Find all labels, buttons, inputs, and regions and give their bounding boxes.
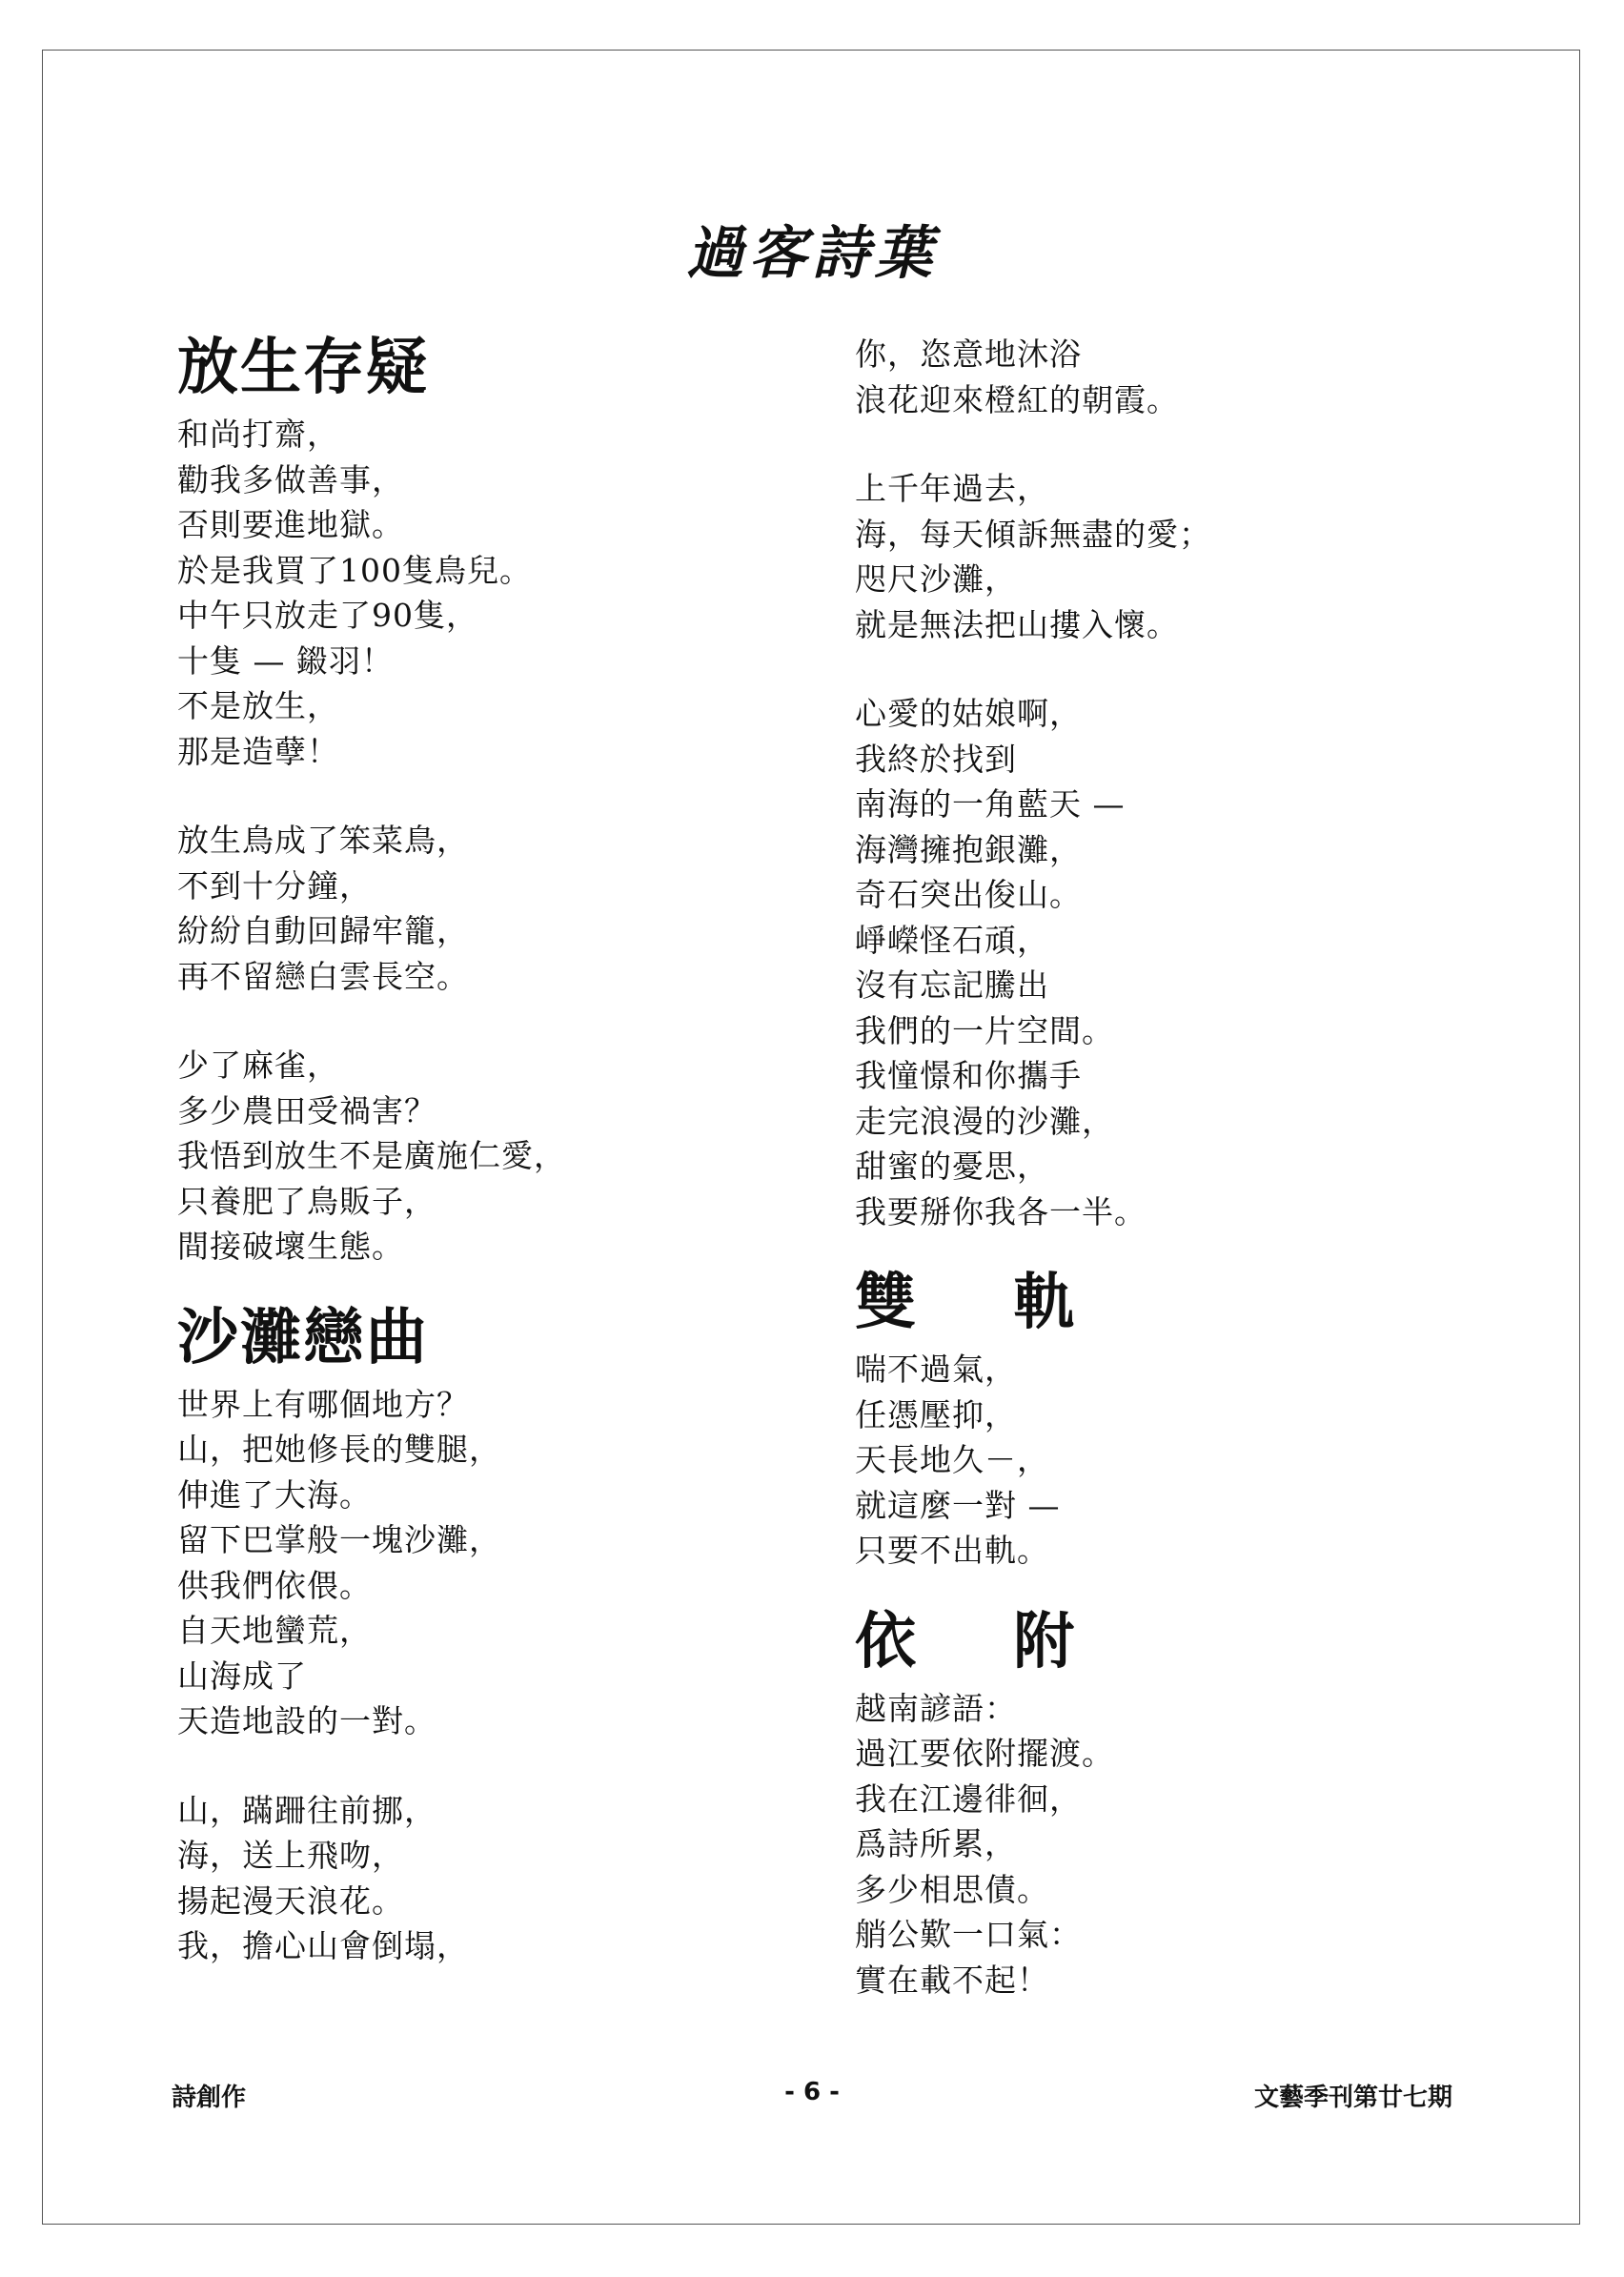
poem-fangsheng (177, 324, 787, 1270)
poem-line: 不到十分鐘， (177, 866, 372, 905)
page-number: - 6 - (784, 2078, 840, 2106)
poem-line: 上千年過去， (855, 470, 1049, 507)
poem-line: 少了麻雀， (177, 1047, 339, 1084)
poem-line: 奇石突出俊山。 (855, 876, 1082, 913)
poem-line: 走完浪漫的沙灘， (855, 1102, 1114, 1140)
poem-line: 只養肥了鳥販子， (177, 1182, 436, 1220)
stanza (177, 818, 787, 999)
poem-yifu (855, 1598, 1465, 2003)
poem-line: 你，恣意地沐浴 (855, 335, 1082, 373)
poem-line: 山，把她修長的雙腿， (177, 1431, 501, 1468)
poem-line: 沒有忘記騰出 (855, 966, 1049, 1004)
poem-title: 沙灘戀曲 (177, 1301, 429, 1373)
stanza (855, 466, 1465, 647)
poem-line: 我，擔心山會倒塌， (177, 1927, 469, 1964)
poem-line: 多少農田受禍害？ (177, 1091, 436, 1129)
poem-line: 只要不出軌。 (855, 1532, 1049, 1569)
poem-line: 留下巴掌般一塊沙灘， (177, 1521, 501, 1558)
poem-shatan-continued (855, 332, 1465, 1234)
poem-line: 間接破壞生態。 (177, 1228, 404, 1265)
poem-line: 世界上有哪個地方？ (177, 1385, 469, 1423)
stanza (855, 332, 1465, 422)
poem-line: 崢嶸怪石頑， (855, 921, 1049, 959)
poem-line: 天造地設的一對。 (177, 1702, 436, 1739)
right-column (855, 332, 1465, 2027)
poem-line: 甜蜜的憂思， (855, 1148, 1049, 1185)
poem-line: 我在江邊徘徊， (855, 1779, 1082, 1818)
poem-body (855, 1347, 1465, 1574)
poem-line: 天長地久－， (855, 1441, 1049, 1478)
stanza (855, 691, 1465, 1234)
page-title: 過客詩葉 (686, 220, 938, 287)
poem-line: 不是放生， (177, 687, 339, 724)
poem-line: 南海的一角藍天 — (855, 785, 1126, 823)
poem-line: 我終於找到 (855, 740, 1017, 778)
stanza (177, 1382, 787, 1744)
poem-line: 中午只放走了90隻， (177, 597, 478, 634)
poem-body (177, 1382, 787, 1969)
poem-line: 多少相思債。 (855, 1870, 1049, 1908)
poem-line: 伸進了大海。 (177, 1475, 372, 1514)
stanza (855, 1686, 1465, 2003)
poem-line: 於是我買了100隻鳥兒。 (177, 551, 532, 589)
footer-section-label: 詩創作 (172, 2084, 247, 2112)
poem-line: 過江要依附擺渡。 (855, 1735, 1114, 1772)
poem-line: 海，每天傾訴無盡的愛； (855, 515, 1211, 553)
poem-line: 山海成了 (177, 1657, 307, 1695)
poem-line: 海，送上飛吻， (177, 1837, 404, 1874)
poem-line: 浪花迎來橙紅的朝霞。 (855, 380, 1179, 418)
poem-line: 就這麼一對 — (855, 1486, 1061, 1524)
poem-line: 自天地蠻荒， (177, 1612, 372, 1649)
poem-line: 艄公歎一口氣： (855, 1916, 1082, 1953)
poem-line: 放生鳥成了笨菜鳥， (177, 822, 469, 859)
poem-line: 任憑壓抑， (855, 1395, 1017, 1433)
poem-line: 實在載不起！ (855, 1961, 1049, 1999)
poem-line: 我要掰你我各一半。 (855, 1192, 1147, 1230)
poem-shuanggui (855, 1259, 1465, 1574)
poem-line: 爲詩所累， (855, 1825, 1017, 1862)
stanza (177, 1788, 787, 1969)
poem-title: 雙 軌 (855, 1267, 1113, 1338)
poem-line: 就是無法把山摟入懷。 (855, 605, 1179, 643)
poem-body (177, 412, 787, 1270)
poem-line: 十隻 — 鎩羽！ (177, 641, 394, 680)
poem-line: 紛紛自動回歸牢籠， (177, 912, 469, 949)
stanza (855, 1347, 1465, 1574)
poem-line: 勸我多做善事， (177, 460, 404, 498)
poem-line: 山，蹣跚往前挪， (177, 1791, 436, 1829)
poem-shatan (177, 1294, 787, 1969)
poem-line: 心愛的姑娘啊， (855, 695, 1082, 732)
poem-line: 海灣擁抱銀灘， (855, 830, 1082, 868)
poem-line: 咫尺沙灘， (855, 560, 1017, 598)
poem-line: 供我們依偎。 (177, 1566, 372, 1604)
poem-line: 再不留戀白雲長空。 (177, 957, 469, 995)
stanza (177, 1043, 787, 1270)
stanza (177, 412, 787, 774)
poem-line: 我悟到放生不是廣施仁愛， (177, 1137, 566, 1174)
poem-line: 越南諺語： (855, 1689, 1017, 1727)
footer-publication: 文藝季刊第廿七期 (1253, 2084, 1452, 2112)
poem-body (855, 1686, 1465, 2003)
poem-body (855, 332, 1465, 1234)
left-column (177, 324, 787, 1994)
poem-line: 揚起漫天浪花。 (177, 1881, 404, 1920)
poem-line: 我們的一片空間。 (855, 1011, 1114, 1049)
poem-line: 和尚打齋， (177, 416, 339, 453)
poem-line: 否則要進地獄。 (177, 506, 404, 543)
poem-title: 依 附 (855, 1605, 1113, 1677)
poem-title: 放生存疑 (177, 332, 429, 403)
poem-line: 喘不過氣， (855, 1351, 1017, 1388)
poem-line: 我憧憬和你攜手 (855, 1057, 1082, 1094)
poem-line: 那是造孽！ (177, 732, 339, 770)
